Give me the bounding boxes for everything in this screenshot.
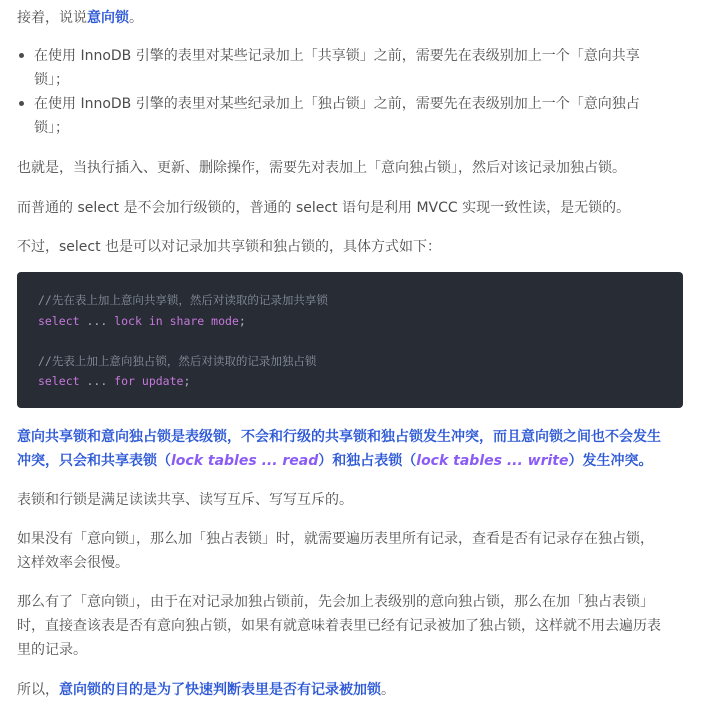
however-paragraph: 不过，select 也是可以对记录加共享锁和独占锁的，具体方式如下： — [17, 239, 442, 255]
lock-read-code: lock tables ... read — [171, 453, 319, 469]
conclusion-suffix: 。 — [381, 682, 395, 698]
bullet-list — [17, 44, 671, 140]
highlight-text-2: 冲突，只会和共享表锁（ — [17, 453, 171, 469]
code-text: ; — [238, 314, 246, 328]
with-line-3: 里的记录。 — [17, 642, 87, 658]
code-keyword: lock — [114, 314, 142, 328]
highlight-text-1: 意向共享锁和意向独占锁是表级锁，不会和行级的共享锁和独占锁发生冲突，而且意向锁之间也不会发生 — [17, 429, 661, 445]
lock-write-code: lock tables ... write — [416, 453, 569, 469]
code-comment-2: //先表上加上意向独占锁，然后对读取的记录加独占锁 — [38, 354, 317, 368]
conclusion-highlight: 意向锁的目的是为了快速判断表里是否有记录被加锁 — [59, 682, 381, 698]
bullet-text-line1: 在使用 InnoDB 引擎的表里对某些记录加上「共享锁」之前，需要先在表级别加上一个「意向共享 — [34, 48, 640, 64]
code-text — [163, 314, 170, 328]
bullet-text-line2: 锁」； — [34, 120, 69, 136]
select-paragraph: 而普通的 select 是不会加行级锁的，普通的 select 语句是利用 MVCC 实现一致性读，是无锁的。 — [17, 200, 631, 216]
conclusion-prefix: 所以， — [17, 682, 59, 698]
code-keyword: select — [38, 314, 80, 328]
intro-prefix: 接着，说说 — [17, 10, 87, 26]
intro-suffix: 。 — [129, 10, 143, 26]
highlight-paragraph — [17, 425, 687, 473]
code-text — [135, 374, 142, 388]
bullet-text-line2: 锁」； — [34, 72, 69, 88]
code-block — [17, 272, 683, 408]
rowlock-paragraph: 表锁和行锁是满足读读共享、读写互斥、写写互斥的。 — [17, 492, 353, 508]
without-line-1: 如果没有「意向锁」，那么加「独占表锁」时，就需要遍历表里所有记录，查看是否有记录存在独占锁， — [17, 531, 654, 547]
code-keyword: share — [169, 314, 205, 328]
list-item — [17, 44, 671, 92]
code-keyword: select — [38, 374, 80, 388]
code-keyword: update — [141, 374, 184, 388]
code-keyword: for — [114, 374, 135, 388]
code-text: ; — [183, 374, 191, 388]
code-text: ... — [79, 374, 115, 388]
insert-paragraph: 也就是，当执行插入、更新、删除操作，需要先对表加上「意向独占锁」，然后对该记录加独占锁。 — [17, 160, 626, 176]
code-keyword: in — [148, 314, 163, 328]
code-line-2 — [38, 371, 190, 391]
intro-highlight: 意向锁 — [87, 10, 129, 26]
code-keyword: mode — [211, 314, 239, 328]
list-item — [17, 92, 671, 140]
with-line-2: 时，直接查该表是否有意向独占锁，如果有就意味着表里已经有记录被加了独占锁，这样就不用去遍历表 — [17, 618, 661, 634]
with-intent-paragraph — [17, 590, 687, 662]
conclusion-paragraph — [17, 678, 687, 702]
without-line-2: 这样效率会很慢。 — [17, 555, 129, 571]
without-intent-paragraph — [17, 527, 687, 575]
code-text: ... — [79, 314, 115, 328]
with-line-1: 那么有了「意向锁」，由于在对记录加独占锁前，先会加上表级别的意向独占锁，那么在加「独占表锁」 — [17, 594, 654, 610]
intro-paragraph — [17, 6, 687, 30]
code-line-1 — [38, 311, 246, 331]
code-comment-1: //先在表上加上意向共享锁，然后对读取的记录加共享锁 — [38, 293, 328, 307]
code-text — [142, 314, 149, 328]
bullet-dot-icon — [19, 53, 24, 58]
bullet-text-line1: 在使用 InnoDB 引擎的表里对某些纪录加上「独占锁」之前，需要先在表级别加上一个「意向独占 — [34, 96, 640, 112]
highlight-text-4: ）发生冲突。 — [568, 453, 653, 469]
highlight-text-3: ）和独占表锁（ — [318, 453, 417, 469]
bullet-dot-icon — [19, 101, 24, 106]
